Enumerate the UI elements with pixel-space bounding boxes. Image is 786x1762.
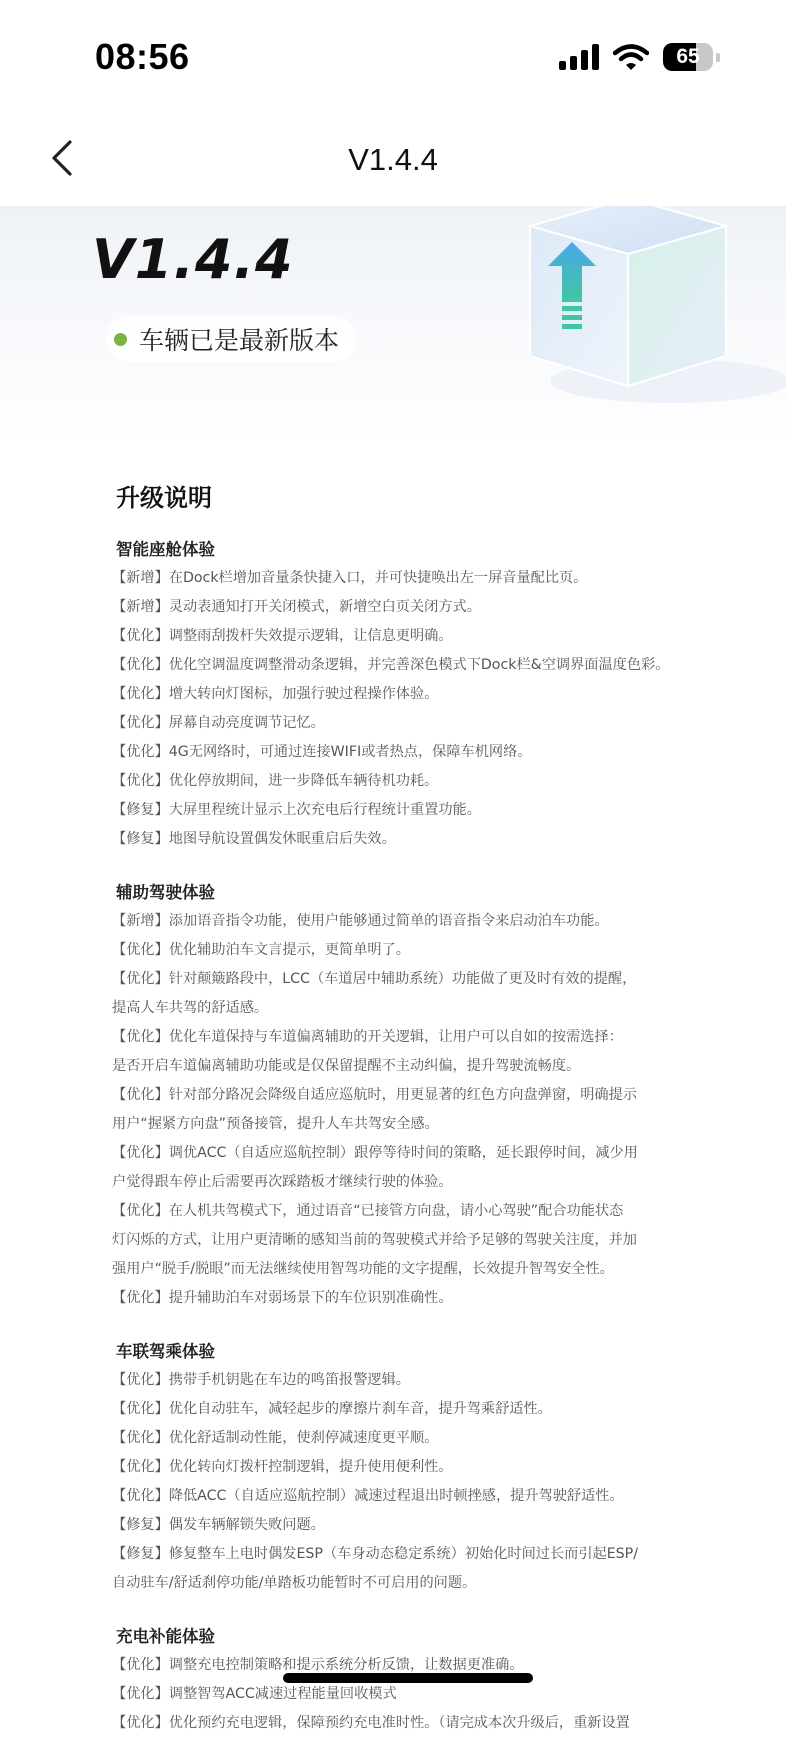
note-line: 【优化】携带手机钥匙在车边的鸣笛报警逻辑。 xyxy=(112,1372,410,1388)
upgrade-notes xyxy=(112,478,752,1762)
update-status-text: 车辆已是最新版本 xyxy=(139,326,340,355)
note-line: 【优化】优化自动驻车，减轻起步的摩擦片刹车音，提升驾乘舒适性。 xyxy=(112,1401,552,1417)
note-line: 【优化】调优ACC（自适应巡航控制）跟停等待时间的策略，延长跟停时间，减少用 xyxy=(112,1145,638,1161)
note-line: 户觉得跟车停止后需要再次踩踏板才继续行驶的体验。 xyxy=(112,1174,453,1190)
note-line: 【优化】优化预约充电逻辑，保障预约充电准时性。（请完成本次升级后，重新设置 xyxy=(112,1715,630,1731)
status-icons xyxy=(559,42,720,72)
home-indicator[interactable] xyxy=(283,1673,533,1683)
page-title: V1.4.4 xyxy=(348,142,438,177)
note-line: 【新增】在Dock栏增加音量条快捷入口，并可快捷唤出左一屏音量配比页。 xyxy=(112,570,588,586)
note-line: 【优化】调整充电控制策略和提示系统分析反馈，让数据更准确。 xyxy=(112,1657,524,1673)
notes-groups xyxy=(112,535,752,1738)
note-line: 强用户“脱手/脱眼”而无法继续使用智驾功能的文字提醒，长效提升智驾安全性。 xyxy=(112,1261,614,1277)
notes-group xyxy=(112,535,752,854)
group-title: 辅助驾驶体验 xyxy=(116,883,215,902)
status-bar xyxy=(0,0,786,110)
note-line: 【优化】优化停放期间，进一步降低车辆待机功耗。 xyxy=(112,773,439,789)
note-line: 【优化】优化空调温度调整滑动条逻辑，并完善深色模式下Dock栏&空调界面温度色彩。 xyxy=(112,657,670,673)
note-line: 【优化】调整雨刮拨杆失效提示逻辑，让信息更明确。 xyxy=(112,628,453,644)
note-line: 【优化】优化车道保持与车道偏离辅助的开关逻辑，让用户可以自如的按需选择： xyxy=(112,1029,623,1045)
note-line: 【修复】修复整车上电时偶发ESP（车身动态稳定系统）初始化时间过长而引起ESP/ xyxy=(112,1546,639,1562)
note-line: 是否开启车道偏离辅助功能或是仅保留提醒不主动纠偏，提升驾驶流畅度。 xyxy=(112,1058,581,1074)
version-hero xyxy=(0,206,786,446)
note-line: 提高人车共驾的舒适感。 xyxy=(112,1000,269,1016)
note-line: 【优化】增大转向灯图标，加强行驶过程操作体验。 xyxy=(112,686,439,702)
signal-icon xyxy=(559,44,599,70)
note-line: 【优化】提升辅助泊车对弱场景下的车位识别准确性。 xyxy=(112,1290,453,1306)
note-line: 【修复】地图导航设置偶发休眠重启后失效。 xyxy=(112,831,396,847)
note-line: 【优化】优化辅助泊车文言提示，更简单明了。 xyxy=(112,942,410,958)
note-line: 自动驻车/舒适刹停功能/单踏板功能暂时不可启用的问题。 xyxy=(112,1575,477,1591)
note-line: 灯闪烁的方式，让用户更清晰的感知当前的驾驶模式并给予足够的驾驶关注度，并加 xyxy=(112,1232,637,1248)
note-line: 【优化】4G无网络时，可通过连接WIFI或者热点，保障车机网络。 xyxy=(112,744,532,760)
group-title: 智能座舱体验 xyxy=(116,540,215,559)
battery-icon xyxy=(663,43,713,71)
note-line: 【优化】调整智驾ACC减速过程能量回收模式 xyxy=(112,1686,397,1702)
note-line: 【修复】大屏里程统计显示上次充电后行程统计重置功能。 xyxy=(112,802,481,818)
status-dot-icon xyxy=(114,333,127,346)
note-line: 【优化】屏幕自动亮度调节记忆。 xyxy=(112,715,325,731)
note-line: 【优化】优化转向灯拨杆控制逻辑，提升使用便利性。 xyxy=(112,1459,453,1475)
section-title: 升级说明 xyxy=(116,484,212,512)
group-title: 车联驾乘体验 xyxy=(116,1342,215,1361)
note-line: 【新增】灵动表通知打开关闭模式，新增空白页关闭方式。 xyxy=(112,599,481,615)
battery-percent: 65 xyxy=(676,45,700,68)
note-line: 用户“握紧方向盘”预备接管，提升人车共驾安全感。 xyxy=(112,1116,439,1132)
notes-group xyxy=(112,878,752,1313)
note-line: 【优化】针对颠簸路段中，LCC（车道居中辅助系统）功能做了更及时有效的提醒， xyxy=(112,971,637,987)
battery-cap xyxy=(716,53,720,62)
note-line: 【修复】偶发车辆解锁失败问题。 xyxy=(112,1517,325,1533)
wifi-icon xyxy=(613,44,649,70)
note-line: 【优化】降低ACC（自适应巡航控制）减速过程退出时顿挫感，提升驾驶舒适性。 xyxy=(112,1488,624,1504)
upgrade-cube-illustration xyxy=(520,206,786,406)
note-line: 【优化】优化舒适制动性能，使刹停减速度更平顺。 xyxy=(112,1430,439,1446)
group-title: 充电补能体验 xyxy=(116,1627,215,1646)
version-number: V1.4.4 xyxy=(92,228,294,291)
note-line: 【优化】在人机共驾模式下，通过语音“已接管方向盘，请小心驾驶”配合功能状态 xyxy=(112,1203,624,1219)
update-status xyxy=(106,316,357,362)
notes-group xyxy=(112,1337,752,1598)
note-line: 【新增】添加语音指令功能，使用户能够通过简单的语音指令来启动泊车功能。 xyxy=(112,913,609,929)
status-time: 08:56 xyxy=(95,36,190,77)
note-line: 【优化】针对部分路况会降级自适应巡航时，用更显著的红色方向盘弹窗，明确提示 xyxy=(112,1087,637,1103)
nav-bar xyxy=(0,110,786,206)
